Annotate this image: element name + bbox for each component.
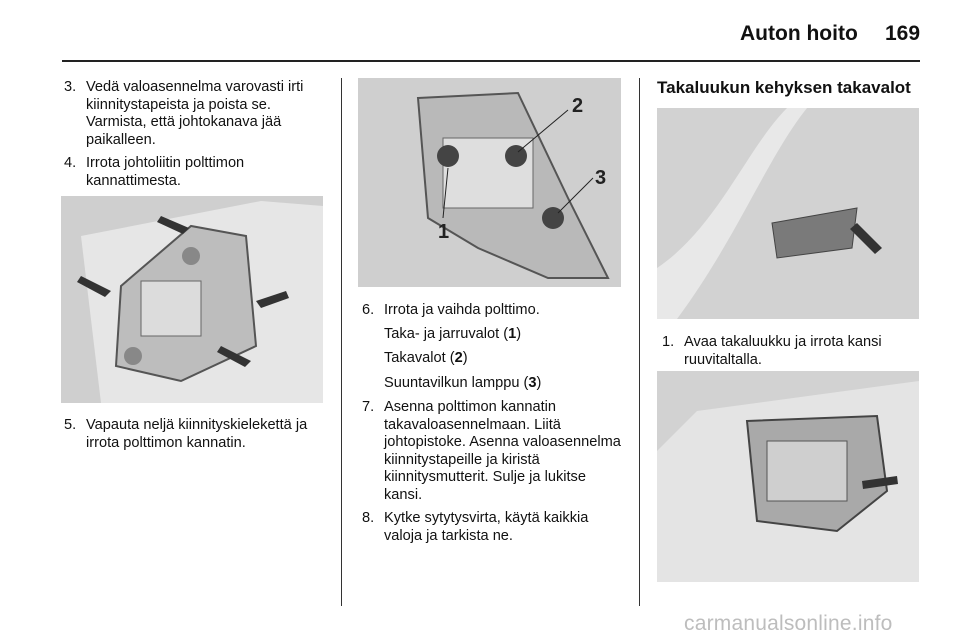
tailgate-lamp-illustration <box>657 371 919 582</box>
step-7 <box>362 399 628 504</box>
step-text: Avaa takaluukku ja irrota kansi ruuvitaltalla. <box>684 334 882 368</box>
column-divider-1 <box>341 78 342 606</box>
step-text: Irrota johtoliitin polttimon kannattimesta. <box>86 155 245 189</box>
step-number: 4. <box>64 155 77 171</box>
figure-label-2: 2 <box>572 95 584 117</box>
step-4 <box>64 155 332 190</box>
bulb-holder-illustration <box>61 196 323 403</box>
column-1-lower <box>64 417 332 458</box>
bulb-item: Taka- ja jarruvalot (1) <box>384 325 522 342</box>
figure-label-3: 3 <box>595 167 607 189</box>
step-number: 1. <box>662 334 675 350</box>
column-divider-2 <box>639 78 640 606</box>
column-3 <box>662 334 920 375</box>
step-number: 8. <box>362 510 375 526</box>
column-1 <box>64 79 332 196</box>
step-6 <box>362 302 628 320</box>
bulb-ref: 1 <box>508 325 517 342</box>
bulb-positions-illustration <box>358 78 621 287</box>
figure-bulb-holder-tabs <box>61 196 323 403</box>
page-number: 169 <box>885 22 921 45</box>
step-text: Vedä valoasennelma varovasti irti kiinnitystapeista ja poista se. Varmista, että johtokanava jää paikalleen. <box>86 79 304 148</box>
tailgate-cover-illustration <box>657 108 919 319</box>
step-text: Asenna polttimon kannatin takavaloasennelmaan. Liitä johtopistoke. Asenna valoasennelma kiinnitystapeille ja kiristä kiinnitysmutterit. Sulje ja lukitse kansi. <box>384 399 621 503</box>
step-1 <box>662 334 920 369</box>
column-2 <box>362 302 628 551</box>
figure-bulb-positions <box>358 78 621 287</box>
step-number: 3. <box>64 79 77 95</box>
bulb-ref: 2 <box>454 350 463 366</box>
bulb-item: Takavalot (2) <box>384 350 468 366</box>
running-header-title: Auton hoito <box>740 22 858 45</box>
step-number: 5. <box>64 417 77 433</box>
step-text: Irrota ja vaihda polttimo. <box>384 302 540 318</box>
step-5 <box>64 417 332 452</box>
header-rule <box>62 60 920 62</box>
watermark: carmanualsonline.info <box>684 612 893 635</box>
step-number: 7. <box>362 399 375 415</box>
step-text: Kytke sytytysvirta, käytä kaikkia valoja ja tarkista ne. <box>384 510 589 544</box>
step-8 <box>362 510 628 545</box>
bulb-item: Suuntavilkun lamppu (3) <box>384 374 542 391</box>
figure-tailgate-lamp <box>657 371 919 582</box>
step-number: 6. <box>362 302 375 318</box>
figure-tailgate-cover <box>657 108 919 319</box>
figure-label-1: 1 <box>438 221 450 243</box>
step-text: Vapauta neljä kiinnityskielekettä ja irrota polttimon kannatin. <box>86 417 308 451</box>
section-title: Takaluukun kehyksen takavalot <box>657 78 911 97</box>
bulb-ref: 3 <box>528 374 537 391</box>
step-3 <box>64 79 332 149</box>
